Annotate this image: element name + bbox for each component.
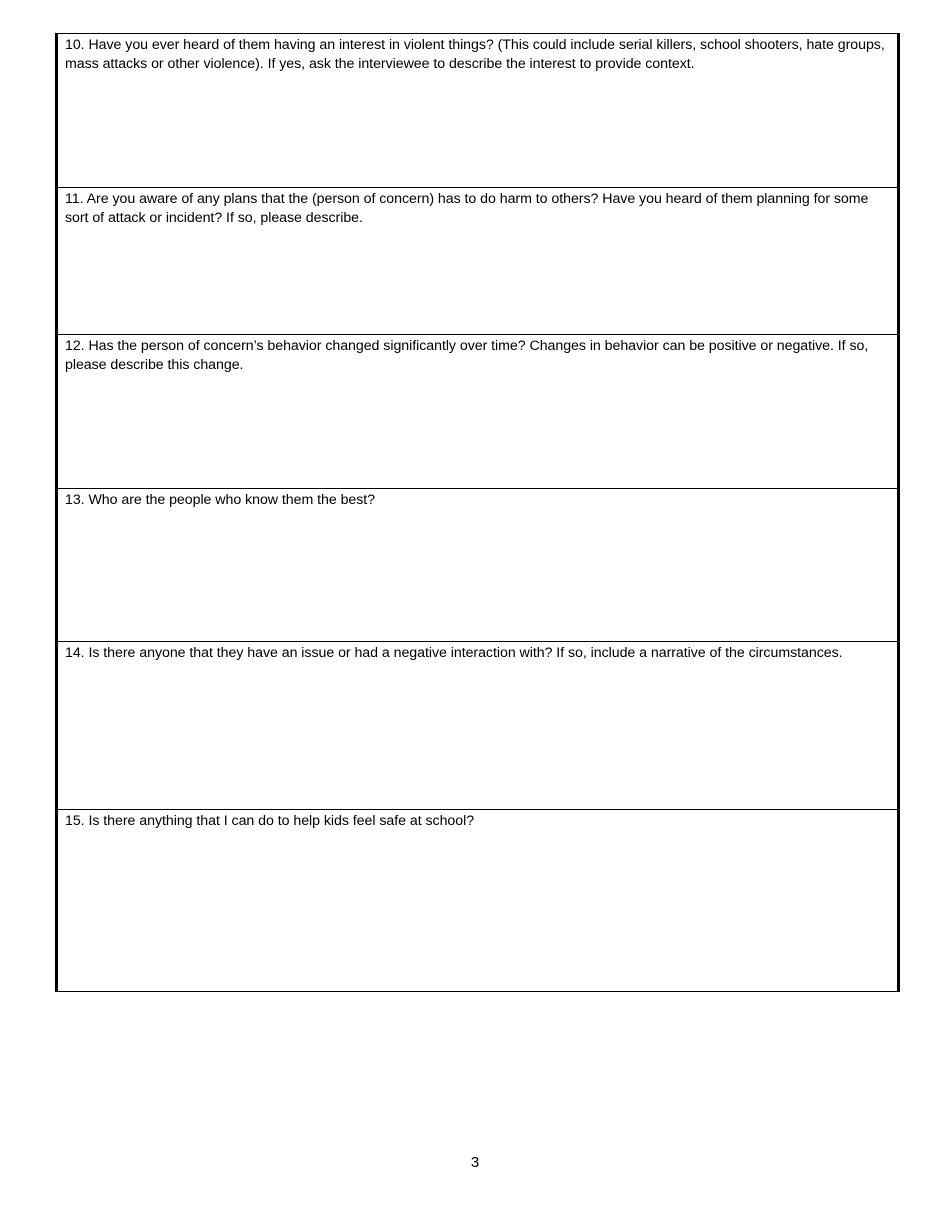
question-row-12: [58, 335, 897, 489]
question-row-13: [58, 489, 897, 642]
questionnaire-table: [55, 33, 900, 992]
question-row-10: [58, 34, 897, 188]
question-15-text: 15. Is there anything that I can do to help kids feel safe at school?: [65, 813, 475, 829]
question-row-15: [58, 810, 897, 991]
question-13-text: 13. Who are the people who know them the best?: [65, 492, 376, 508]
question-row-11: [58, 188, 897, 335]
question-10-text: 10. Have you ever heard of them having an interest in violent things? (This could include serial killers, school shooters, hate groups, mass attacks or other violence). If yes, ask the interviewee to describe the interest to provide context.: [65, 37, 885, 72]
question-11-text: 11. Are you aware of any plans that the (person of concern) has to do harm to others? Have you heard of them planning for some sort of attack or incident? If so, please describe.: [65, 191, 869, 226]
question-14-text: 14. Is there anyone that they have an issue or had a negative interaction with? If so, include a narrative of the circumstances.: [65, 645, 843, 661]
question-12-text: 12. Has the person of concern’s behavior changed significantly over time? Changes in behavior can be positive or negative. If so, please describe this change.: [65, 338, 869, 373]
question-row-14: [58, 642, 897, 810]
page-number: 3: [470, 1154, 480, 1171]
